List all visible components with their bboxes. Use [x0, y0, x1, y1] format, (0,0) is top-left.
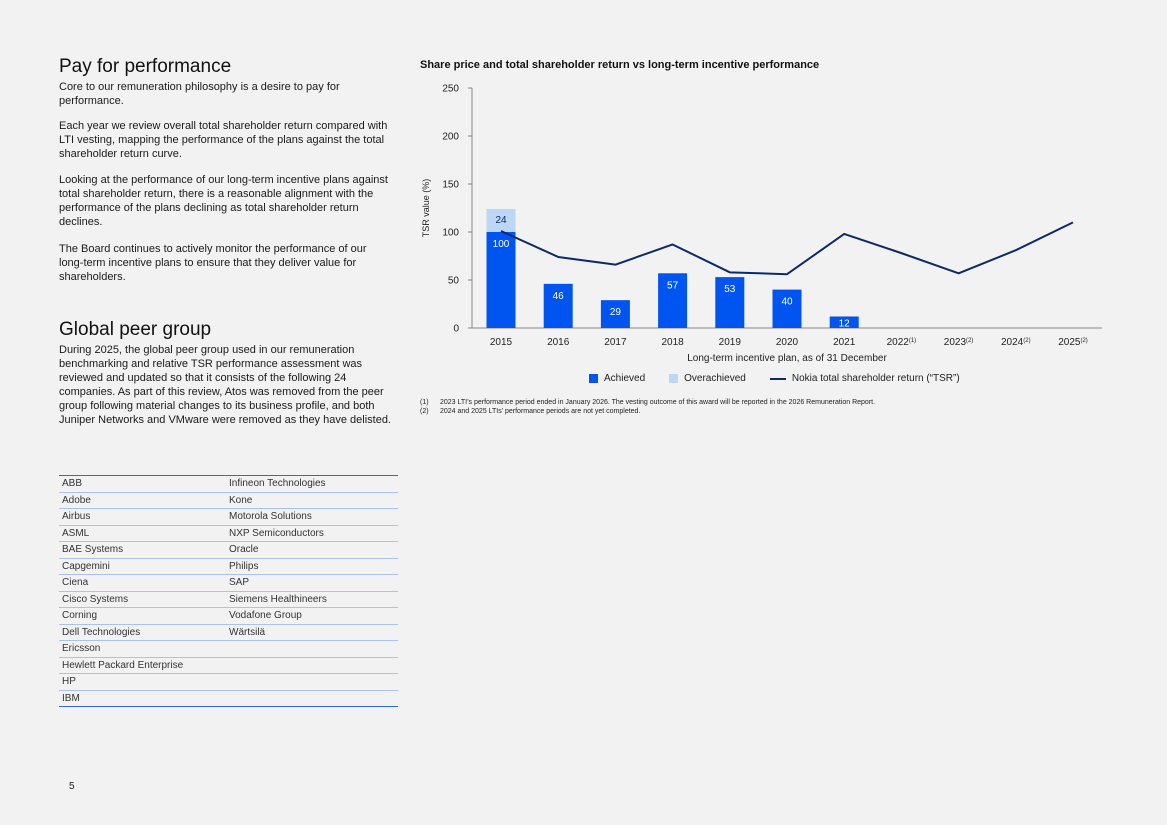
peer-company-right: Wärtsilä: [226, 624, 398, 641]
global-peer-group-heading: Global peer group: [59, 319, 212, 340]
peer-company-left: ASML: [59, 525, 226, 542]
x-tick-label: 2016: [547, 337, 570, 348]
table-row: [59, 558, 398, 575]
peer-company-right: [226, 674, 398, 691]
table-row: [59, 674, 398, 691]
peer-company-right: SAP: [226, 575, 398, 592]
peer-company-right: Kone: [226, 492, 398, 509]
peer-company-left: Cisco Systems: [59, 591, 226, 608]
pay-paragraph-3: Looking at the performance of our long-term incentive plans against total shareholder return, there is a reasonable alignment with the performance of the plans declining as total shareholder return declines.: [59, 174, 388, 228]
peer-company-right: [226, 641, 398, 658]
table-row: [59, 591, 398, 608]
y-tick-label: 0: [453, 323, 459, 335]
peer-company-right: Infineon Technologies: [226, 476, 398, 493]
x-tick-label: 2024$^{(2)}$: [1001, 337, 1031, 348]
table-row: [59, 575, 398, 592]
x-tick-label: 2020: [775, 337, 799, 348]
x-tick-note: (2): [1023, 338, 1031, 344]
table-row: [59, 657, 398, 674]
x-tick-label: 2022$^{(1)}$: [886, 337, 917, 348]
table-row: [59, 608, 398, 625]
footnote-2-mark: (2): [420, 407, 429, 415]
tsr-chart: [415, 75, 1115, 370]
footnote-1-mark: (1): [420, 399, 429, 406]
x-tick-note: (2): [966, 338, 974, 344]
x-tick-label: 2015: [489, 337, 513, 348]
legend-tsr: Nokia total shareholder return (“TSR”): [791, 373, 960, 384]
bar-label-achieved: 53: [724, 284, 736, 296]
peer-company-left: Dell Technologies: [59, 624, 226, 641]
y-tick-label: 200: [442, 131, 459, 143]
peer-company-right: Philips: [226, 558, 398, 575]
x-tick-note: (2): [1080, 338, 1088, 344]
pay-for-performance-heading: Pay for performance: [59, 56, 232, 77]
bar-label-achieved: 100: [492, 239, 510, 250]
chart-legend: [589, 373, 984, 384]
table-row: [59, 492, 398, 509]
peer-company-left: ABB: [59, 476, 226, 493]
y-tick-label: 100: [442, 227, 459, 239]
peer-company-right: Vodafone Group: [226, 608, 398, 625]
table-row: [59, 476, 398, 493]
bar-label-achieved: 46: [552, 290, 564, 302]
bar-label-overachieved: 24: [495, 214, 507, 226]
peer-paragraph: During 2025, the global peer group used in our remuneration benchmarking and relative TSR performance assessment was reviewed and updated so that it consists of the following 24 companies. As part of this review, Atos was removed from the peer group following material changes to its business profile, and both Juniper Networks and VMware were removed as they have delisted.: [59, 344, 391, 426]
peer-company-right: Siemens Healthineers: [226, 591, 398, 608]
peer-company-left: Capgemini: [59, 558, 226, 575]
table-row: [59, 542, 398, 559]
x-tick-label: 2017: [604, 337, 627, 348]
chart-footnotes: [420, 399, 875, 416]
peer-company-right: NXP Semiconductors: [226, 525, 398, 542]
achieved-swatch: [589, 374, 598, 383]
bar-achieved: [773, 290, 802, 328]
peer-company-left: IBM: [62, 692, 80, 704]
footnote-2-text: 2024 and 2025 LTIs’ performance periods are not yet completed.: [440, 407, 641, 415]
x-tick-label: 2018: [661, 337, 684, 348]
table-row: [59, 641, 398, 658]
y-tick-label: 250: [442, 83, 459, 95]
tsr-line: [501, 222, 1073, 274]
peer-company-right: [226, 690, 398, 707]
bar-label-achieved: 12: [838, 318, 850, 330]
peer-company-left: Hewlett Packard Enterprise: [59, 657, 226, 674]
pay-paragraph-2: Each year we review overall total shareholder return compared with LTI vesting, mapping the performance of the plans against the total shareholder return curve.: [59, 120, 388, 160]
footnote-2: [420, 408, 875, 417]
x-tick-label: 2025$^{(2)}$: [1058, 337, 1088, 348]
chart-title: Share price and total shareholder return vs long-term incentive performance: [420, 59, 820, 71]
x-tick-label: 2023$^{(2)}$: [943, 337, 974, 348]
y-tick-label: 150: [442, 179, 459, 191]
x-axis-title: Long-term incentive plan, as of 31 December: [687, 353, 887, 364]
peer-company-right: [226, 657, 398, 674]
y-tick-label: 50: [447, 275, 459, 287]
peer-company-right: Oracle: [226, 542, 398, 559]
y-axis-title: TSR value (%): [421, 178, 431, 238]
peer-company-left: Ericsson: [59, 641, 226, 658]
peer-company-left: BAE Systems: [59, 542, 226, 559]
table-row: [59, 509, 398, 526]
peer-company-left: Corning: [59, 608, 226, 625]
legend-overachieved: Overachieved: [684, 373, 746, 384]
x-tick-label: 2019: [718, 337, 741, 348]
peer-company-left: Airbus: [59, 509, 226, 526]
peer-company-right: Motorola Solutions: [226, 509, 398, 526]
peer-company-left: Ciena: [59, 575, 226, 592]
bar-label-achieved: 40: [781, 296, 793, 308]
table-row: [59, 690, 398, 707]
x-tick-label: 2021: [833, 337, 856, 348]
pay-paragraph-1: Core to our remuneration philosophy is a desire to pay for performance.: [59, 81, 340, 107]
peer-company-left: Adobe: [59, 492, 226, 509]
pay-paragraph-4: The Board continues to actively monitor the performance of our long-term incentive plans to ensure that they deliver value for shareholders.: [59, 243, 367, 283]
peer-company-left: HP: [59, 674, 226, 691]
tsr-line-swatch: [770, 378, 786, 380]
peer-group-table: [59, 475, 398, 707]
overachieved-swatch: [669, 374, 678, 383]
page-number: 5: [69, 781, 75, 792]
bar-label-achieved: 57: [667, 280, 679, 292]
legend-achieved: Achieved: [604, 373, 646, 384]
table-row: [59, 624, 398, 641]
footnote-1: [420, 399, 875, 408]
x-tick-note: (1): [908, 338, 917, 344]
bar-label-achieved: 29: [609, 307, 621, 319]
table-row: [59, 525, 398, 542]
footnote-1-text: 2023 LTI’s performance period ended in January 2026. The vesting outcome of this award will be reported in the 2026 Remuneration Report.: [440, 399, 876, 406]
